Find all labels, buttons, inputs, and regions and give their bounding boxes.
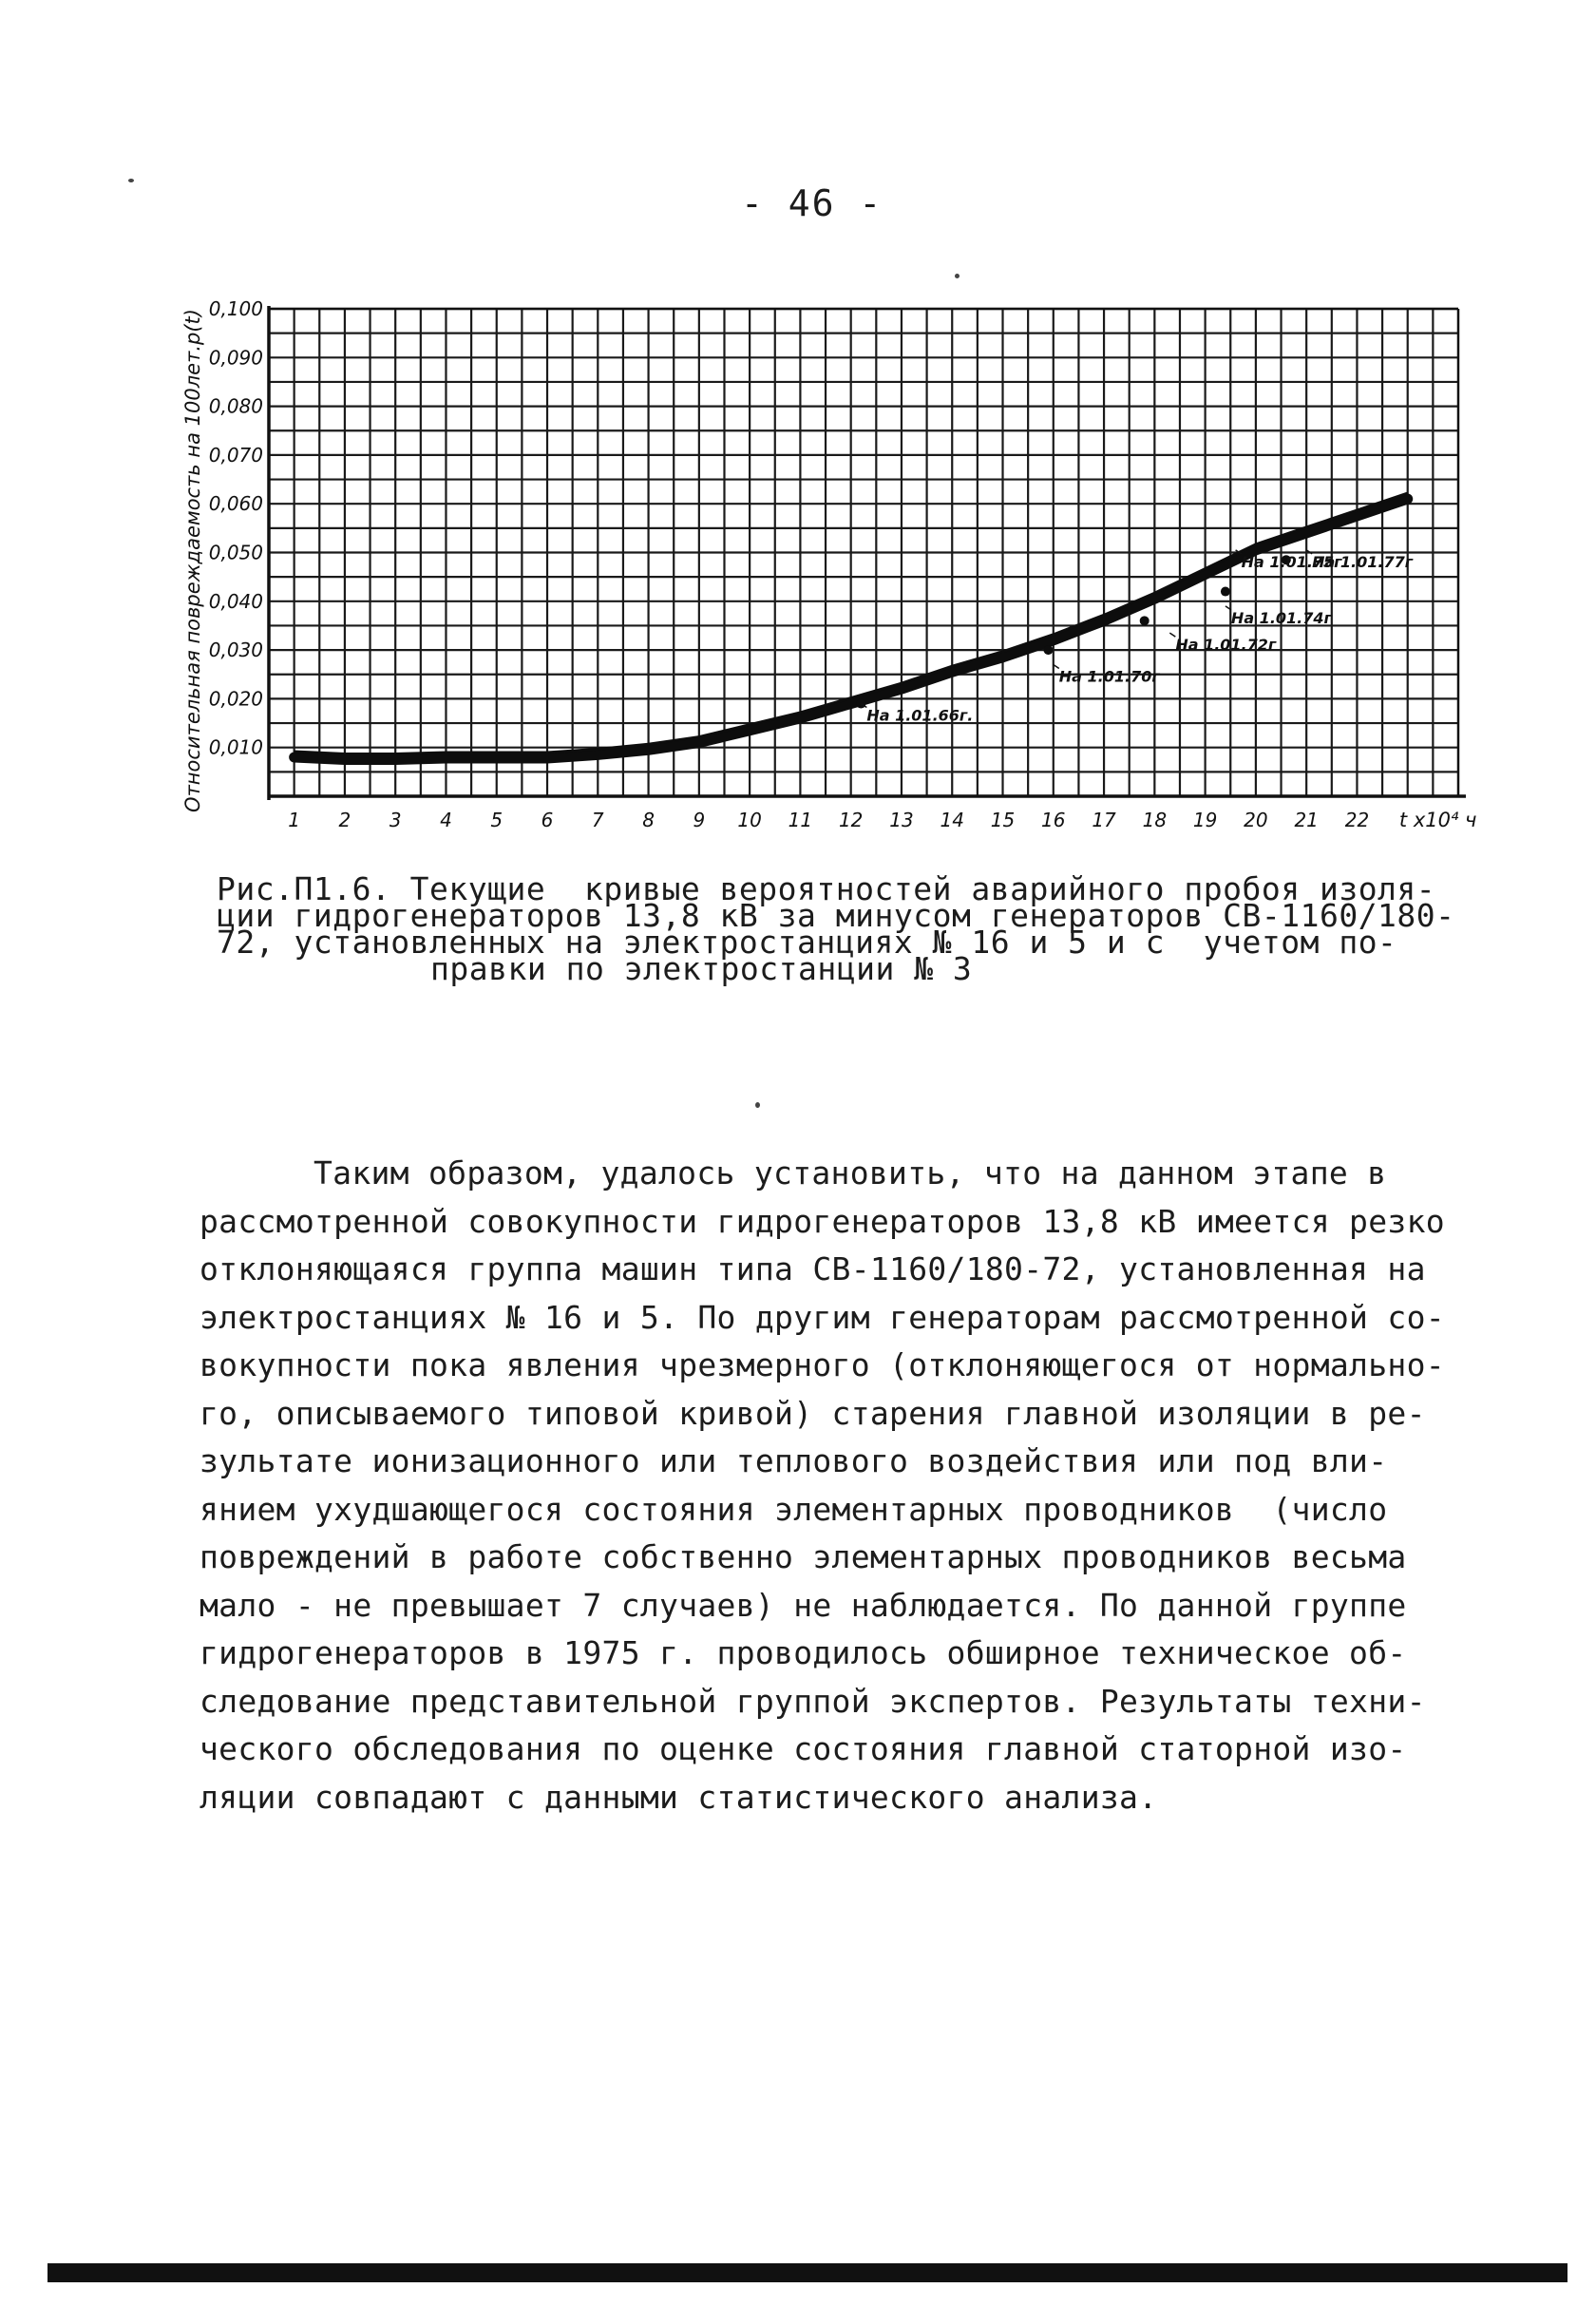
text-line: повреждений в работе собственно элементарных проводников весьма [200,1538,1407,1575]
y-tick-label: 0,100 [208,297,263,320]
text-line: ляции совпадают с данными статистического анализа. [200,1778,1158,1816]
annotation-label: На 1.01.72г [1175,636,1277,655]
probability-chart [0,0,1596,855]
annotation-label: На 1.01.77г [1312,552,1414,571]
scan-speck [128,179,134,182]
x-tick-label: 16 [1041,809,1066,831]
x-tick-label: 19 [1192,809,1218,831]
text-line: зультате ионизационного или теплового воздействия или под вли- [200,1442,1388,1479]
x-tick-label: 12 [838,809,864,831]
scan-speck [955,274,960,278]
x-tick-label: 2 [338,809,352,831]
x-tick-label: 8 [642,809,655,831]
text-line: мало - не превышает 7 случаев) не наблюдается. По данной группе [200,1586,1407,1624]
x-tick-label: 13 [889,809,914,831]
body-paragraph [200,1150,1463,1821]
caption-line: ции гидрогенераторов 13,8 кВ за минусом генераторов СВ-1160/180- [217,897,1455,934]
y-tick-label: 0,090 [208,346,263,370]
x-tick-label: 9 [693,809,706,831]
y-tick-label: 0,010 [208,735,263,759]
y-tick-label: 0,040 [208,589,263,613]
text-line: рассмотренной совокупности гидрогенераторов 13,8 кВ имеется резко [200,1202,1445,1240]
x-tick-label: 17 [1092,809,1116,831]
caption-line: правки по электростанции № 3 [430,950,973,987]
x-axis-unit-label: t x10⁴ ч [1398,809,1477,831]
y-tick-label: 0,070 [208,443,263,467]
x-tick-label: 21 [1294,809,1319,831]
text-line: ческого обследования по оценке состояния главной статорной изо- [200,1730,1407,1767]
x-tick-label: 5 [490,809,504,831]
annotation-label: На 1.01.75г [1241,552,1342,571]
data-point [1221,587,1230,597]
annotation-label: На 1.01.66г. [866,706,974,725]
x-tick-label: 14 [940,809,964,831]
x-tick-label: 18 [1142,809,1168,831]
text-line: вокупности пока явления чрезмерного (отклоняющегося от нормально- [200,1346,1445,1383]
x-tick-label: 15 [990,809,1016,831]
x-tick-label: 1 [288,809,301,831]
x-tick-label: 22 [1344,809,1370,831]
scan-speck [755,1102,760,1108]
y-axis-title: Относительная повреждаемость на 100лет.p(t) [181,309,204,812]
x-tick-label: 10 [737,809,762,831]
text-line: гидрогенераторов в 1975 г. проводилось обширное техническое об- [200,1634,1407,1671]
x-tick-label: 7 [591,809,604,831]
text-line: го, описываемого типовой кривой) старения главной изоляции в ре- [200,1394,1426,1432]
y-tick-label: 0,020 [208,687,263,711]
text-line: следование представительной группой экспертов. Результаты техни- [200,1682,1426,1720]
chart-container [0,0,1596,855]
y-tick-label: 0,050 [208,541,263,564]
x-tick-label: 6 [541,809,554,831]
y-tick-label: 0,060 [208,492,263,516]
x-tick-label: 20 [1244,809,1268,831]
x-tick-label: 3 [389,809,402,831]
chart-labels [181,297,1476,831]
data-point [1043,645,1053,655]
caption-line: 72, установленных на электростанциях № 16 и 5 и с учетом по- [217,924,1397,961]
figure-caption [217,870,1455,987]
data-point [1140,616,1150,625]
caption-line: Рис.П1.6. Текущие кривые вероятностей аварийного пробоя изоля- [217,870,1436,907]
text-line: Таким образом, удалось установить, что на данном этапе в [314,1154,1387,1192]
y-tick-label: 0,080 [208,394,263,418]
text-line: электростанциях № 16 и 5. По другим генераторам рассмотренной со- [200,1298,1445,1336]
footer-scan-bar [48,2263,1568,2282]
annotation-label: На 1.01.74г [1230,608,1332,627]
text-line: отклоняющаяся группа машин типа СВ-1160/180-72, установленная на [200,1250,1426,1287]
y-tick-label: 0,030 [208,639,263,662]
page-number: - 46 - [741,182,884,224]
text-line: янием ухудшающегося состояния элементарных проводников (число [200,1490,1388,1528]
x-tick-label: 4 [440,809,452,831]
x-tick-label: 11 [788,809,813,831]
annotation-label: На 1.01.70г [1058,667,1160,686]
